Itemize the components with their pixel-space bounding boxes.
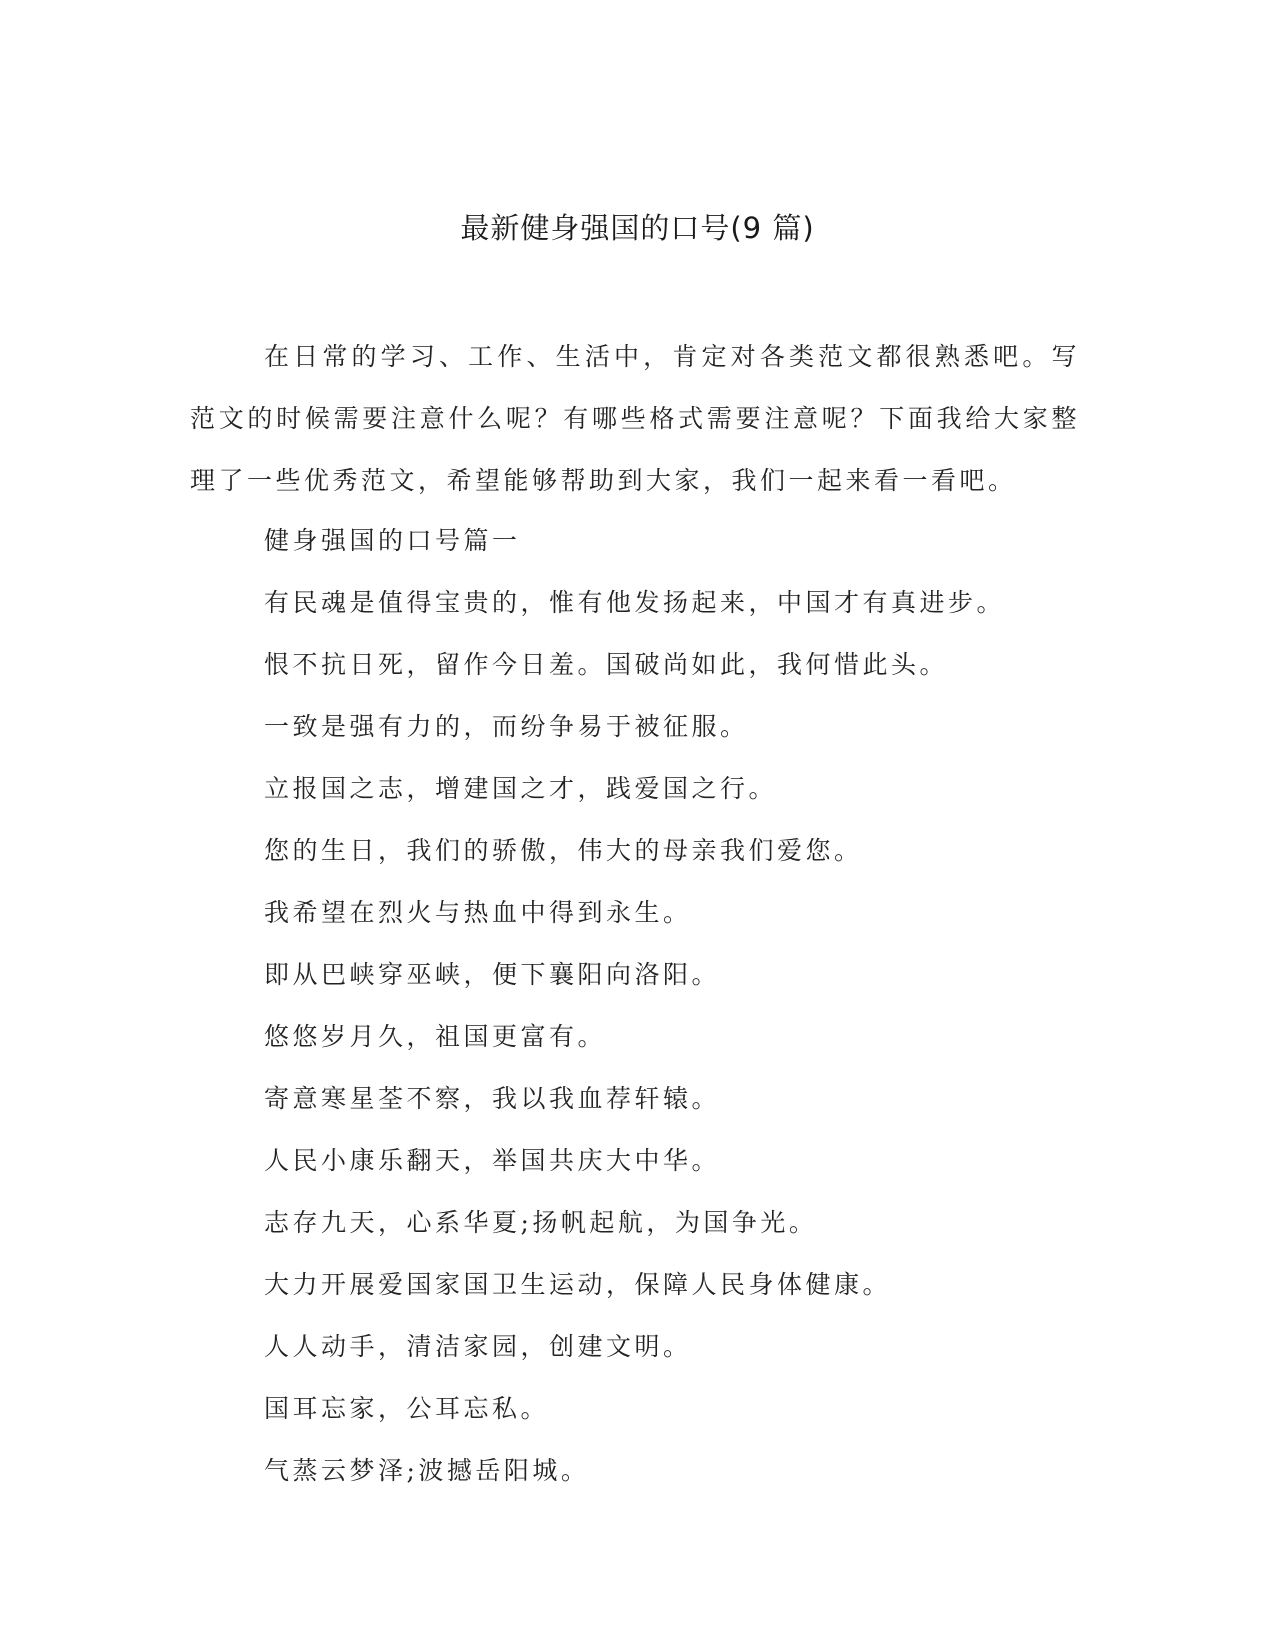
slogan-line: 气蒸云梦泽;波撼岳阳城。 — [264, 1456, 590, 1485]
slogan-line: 立报国之志，增建国之才，践爱国之行。 — [264, 774, 778, 803]
slogan-line: 一致是强有力的，而纷争易于被征服。 — [264, 712, 749, 741]
slogan-line: 悠悠岁月久，祖国更富有。 — [264, 1022, 607, 1051]
section-heading: 健身强国的口号篇一 — [264, 526, 521, 555]
slogan-line: 人人动手，清洁家园，创建文明。 — [264, 1332, 692, 1361]
slogan-line: 国耳忘家，公耳忘私。 — [264, 1394, 550, 1423]
intro-paragraph: 在日常的学习、工作、生活中，肯定对各类范文都很熟悉吧。写范文的时候需要注意什么呢？有哪些格式需要注意呢？下面我给大家整理了一些优秀范文，希望能够帮助到大家，我们一起来看一看吧。 — [190, 342, 1080, 495]
slogan-line: 恨不抗日死，留作今日羞。国破尚如此，我何惜此头。 — [264, 650, 949, 679]
slogan-line: 人民小康乐翻天，举国共庆大中华。 — [264, 1146, 721, 1175]
slogan-line: 我希望在烈火与热血中得到永生。 — [264, 898, 692, 927]
slogan-list — [264, 510, 1084, 1502]
slogan-line: 即从巴峡穿巫峡，便下襄阳向洛阳。 — [264, 960, 721, 989]
slogan-line: 您的生日，我们的骄傲，伟大的母亲我们爱您。 — [264, 836, 863, 865]
slogan-line: 寄意寒星荃不察，我以我血荐轩辕。 — [264, 1084, 721, 1113]
slogan-line: 大力开展爱国家国卫生运动，保障人民身体健康。 — [264, 1270, 892, 1299]
slogan-line: 有民魂是值得宝贵的，惟有他发扬起来，中国才有真进步。 — [264, 588, 1006, 617]
slogan-line: 志存九天，心系华夏;扬帆起航，为国争光。 — [264, 1208, 818, 1237]
document-title: 最新健身强国的口号(9 篇) — [460, 211, 815, 245]
